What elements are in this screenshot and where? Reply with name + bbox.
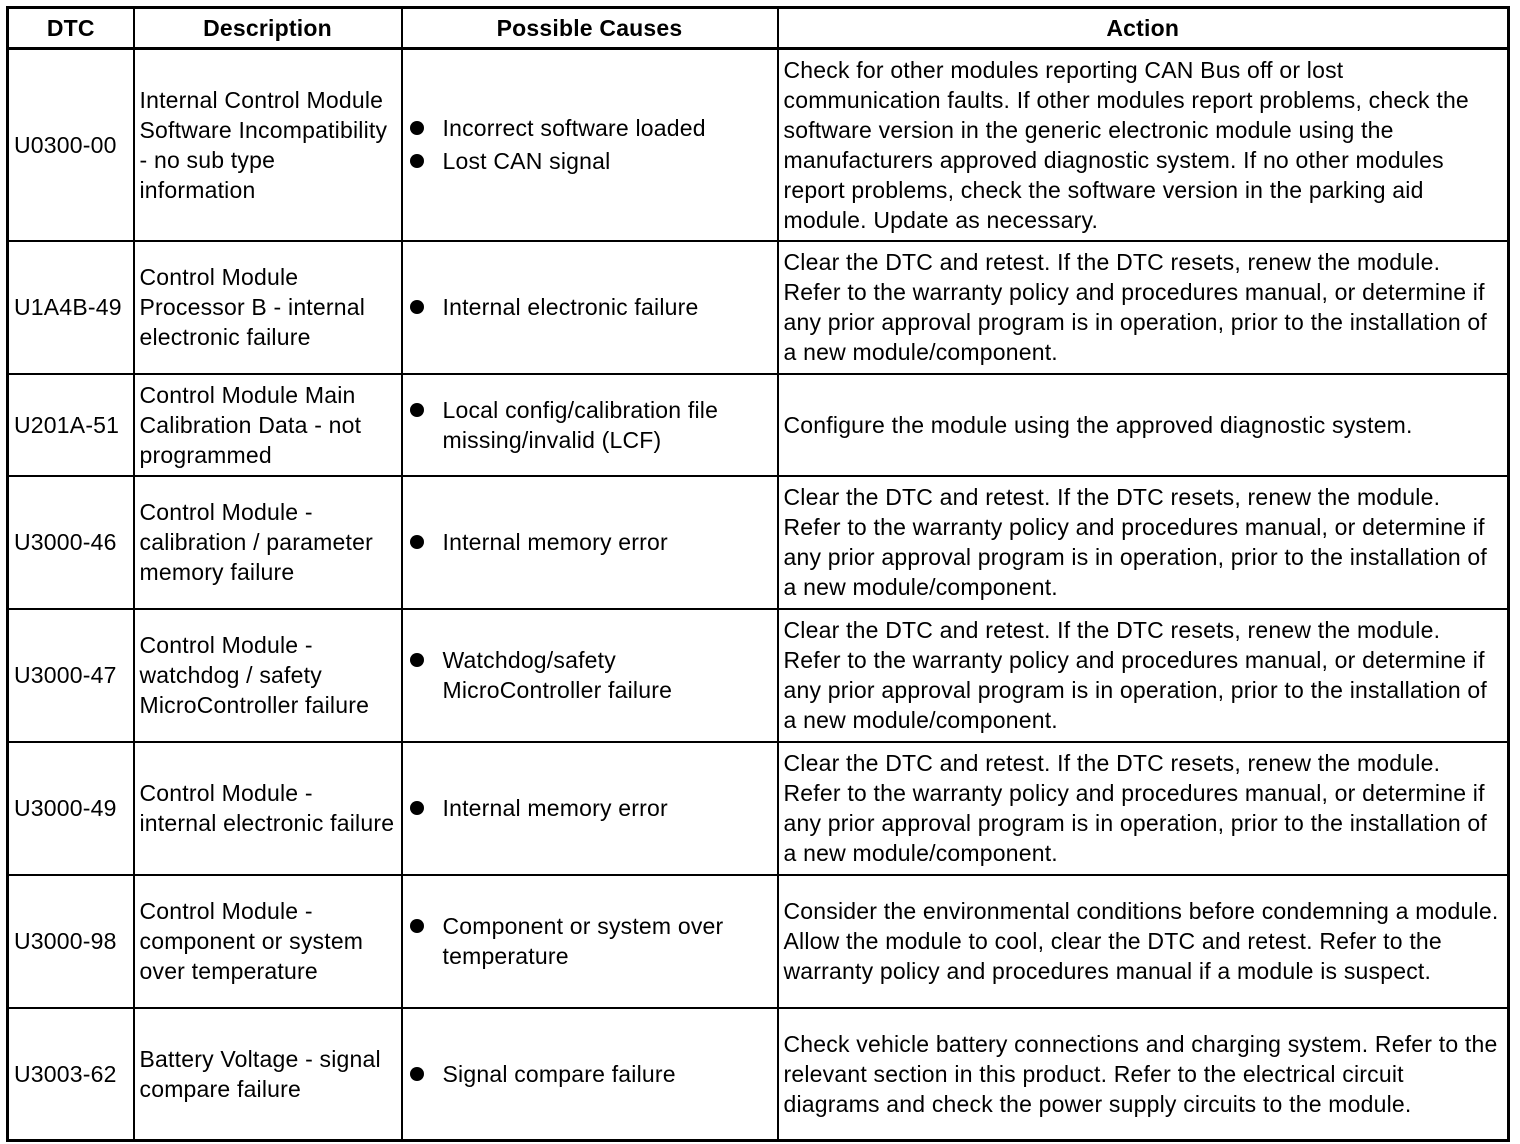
cause-item <box>408 645 772 705</box>
dtc-action: Configure the module using the approved diagnostic system. <box>778 374 1509 476</box>
dtc-description: Control Module - component or system over temperature <box>134 875 402 1008</box>
dtc-code: U3000-98 <box>8 875 134 1008</box>
cause-item <box>408 911 772 971</box>
dtc-code: U3000-49 <box>8 742 134 875</box>
possible-causes <box>402 742 778 875</box>
dtc-action: Consider the environmental conditions before condemning a module. Allow the module to cool, clear the DTC and retest. Refer to the warranty policy and procedures manual if a module is suspect. <box>778 875 1509 1008</box>
header-description: Description <box>134 8 402 49</box>
dtc-code: U0300-00 <box>8 49 134 241</box>
cause-text: Component or system over temperature <box>442 913 724 969</box>
bullet-icon <box>410 121 424 135</box>
table-row <box>8 1008 1509 1141</box>
table-row <box>8 241 1509 374</box>
dtc-table <box>6 6 1510 1142</box>
possible-causes <box>402 374 778 476</box>
bullet-icon <box>410 403 424 417</box>
bullet-icon <box>410 919 424 933</box>
possible-causes <box>402 49 778 241</box>
header-row <box>8 8 1509 49</box>
cause-item <box>408 113 772 143</box>
header-action: Action <box>778 8 1509 49</box>
dtc-action: Clear the DTC and retest. If the DTC resets, renew the module. Refer to the warranty policy and procedures manual, or determine if any prior approval program is in operation, prior to the installation of a new module/component. <box>778 742 1509 875</box>
dtc-action: Clear the DTC and retest. If the DTC resets, renew the module. Refer to the warranty policy and procedures manual, or determine if any prior approval program is in operation, prior to the installation of a new module/component. <box>778 241 1509 374</box>
dtc-description: Control Module - watchdog / safety MicroController failure <box>134 609 402 742</box>
bullet-icon <box>410 535 424 549</box>
cause-item <box>408 527 772 557</box>
cause-item <box>408 1059 772 1089</box>
possible-causes <box>402 241 778 374</box>
bullet-icon <box>410 1067 424 1081</box>
cause-item <box>408 292 772 322</box>
table-row <box>8 476 1509 609</box>
table-row <box>8 374 1509 476</box>
dtc-description: Control Module - internal electronic failure <box>134 742 402 875</box>
table-row <box>8 609 1509 742</box>
possible-causes <box>402 1008 778 1141</box>
dtc-code: U1A4B-49 <box>8 241 134 374</box>
cause-text: Watchdog/safety MicroController failure <box>442 647 673 703</box>
dtc-code: U3000-46 <box>8 476 134 609</box>
header-dtc: DTC <box>8 8 134 49</box>
dtc-description: Control Module - calibration / parameter memory failure <box>134 476 402 609</box>
dtc-code: U3000-47 <box>8 609 134 742</box>
possible-causes <box>402 875 778 1008</box>
bullet-icon <box>410 801 424 815</box>
cause-text: Lost CAN signal <box>442 148 611 175</box>
bullet-icon <box>410 653 424 667</box>
dtc-action: Clear the DTC and retest. If the DTC resets, renew the module. Refer to the warranty policy and procedures manual, or determine if any prior approval program is in operation, prior to the installation of a new module/component. <box>778 476 1509 609</box>
possible-causes <box>402 476 778 609</box>
cause-text: Internal memory error <box>442 795 668 821</box>
bullet-icon <box>410 300 424 314</box>
table-row <box>8 49 1509 241</box>
cause-text: Signal compare failure <box>442 1060 676 1087</box>
dtc-action: Check for other modules reporting CAN Bus off or lost communication faults. If other modules report problems, check the software version in the generic electronic module using the manufacturers approved diagnostic system. If no other modules report problems, check the software version in the parking aid module. Update as necessary. <box>778 49 1509 241</box>
bullet-icon <box>410 154 424 168</box>
header-possible-causes: Possible Causes <box>402 8 778 49</box>
dtc-description: Battery Voltage - signal compare failure <box>134 1008 402 1141</box>
table-row <box>8 875 1509 1008</box>
table-row <box>8 742 1509 875</box>
cause-text: Incorrect software loaded <box>442 115 706 142</box>
cause-item <box>408 395 772 455</box>
dtc-description: Control Module Processor B - internal electronic failure <box>134 241 402 374</box>
dtc-description: Internal Control Module Software Incompatibility - no sub type information <box>134 49 402 241</box>
cause-item <box>408 146 772 176</box>
cause-item <box>408 793 772 823</box>
dtc-action: Check vehicle battery connections and charging system. Refer to the relevant section in this product. Refer to the electrical circuit diagrams and check the power supply circuits to the module. <box>778 1008 1509 1141</box>
dtc-code: U201A-51 <box>8 374 134 476</box>
dtc-action: Clear the DTC and retest. If the DTC resets, renew the module. Refer to the warranty policy and procedures manual, or determine if any prior approval program is in operation, prior to the installation of a new module/component. <box>778 609 1509 742</box>
dtc-description: Control Module Main Calibration Data - not programmed <box>134 374 402 476</box>
cause-text: Internal electronic failure <box>442 294 699 320</box>
cause-text: Local config/calibration file missing/invalid (LCF) <box>442 396 719 453</box>
possible-causes <box>402 609 778 742</box>
cause-text: Internal memory error <box>442 529 668 555</box>
dtc-code: U3003-62 <box>8 1008 134 1141</box>
